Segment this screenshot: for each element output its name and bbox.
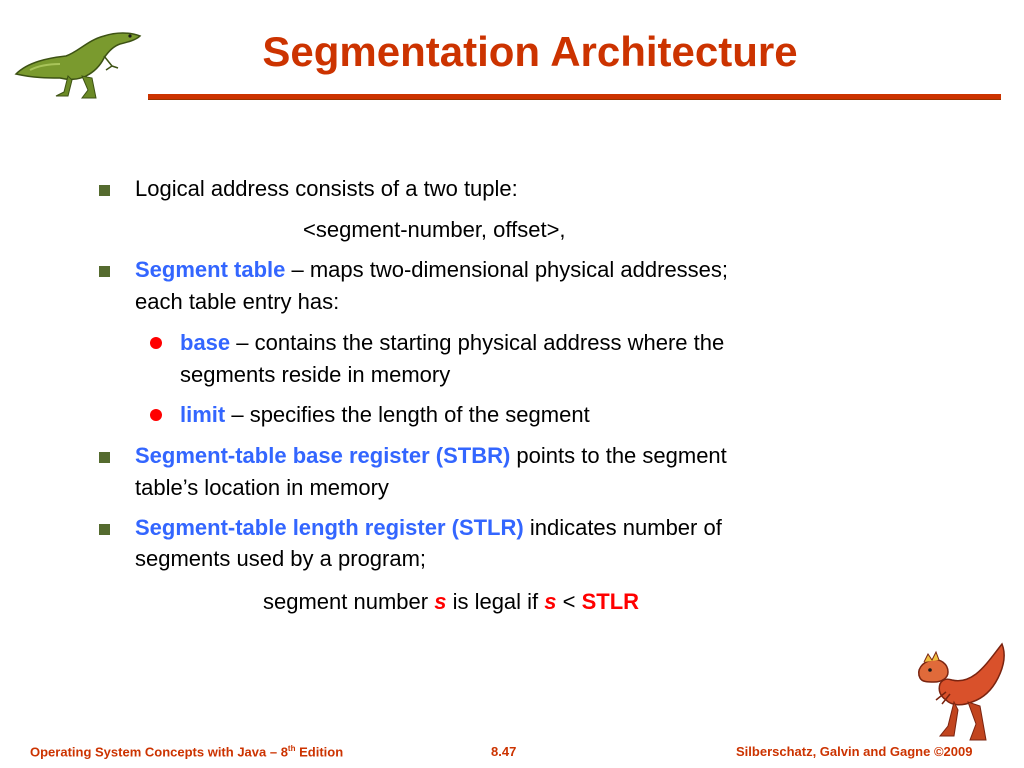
sub-bullet-base-line-1 — [180, 330, 724, 356]
term-base: base — [180, 330, 231, 355]
bullet-4-line-2: segments used by a program; — [135, 546, 427, 571]
sub-bullet-limit — [180, 402, 590, 428]
stlr-desc: indicates number of — [523, 515, 722, 540]
bullet-4-line-1 — [135, 515, 722, 541]
rule-var-s: s — [434, 589, 447, 614]
term-stbr: Segment-table base register (STBR) — [135, 443, 511, 468]
rule-middle: is legal if — [446, 589, 545, 614]
base-desc: – contains the starting physical address where the — [230, 330, 725, 355]
rule-var-s: s — [544, 589, 557, 614]
bullet-2-line-2: each table entry has: — [135, 289, 340, 314]
footer-authors: Silberschatz, Galvin and Gagne ©2009 — [736, 744, 973, 759]
red-dinosaur-icon — [906, 640, 1010, 745]
rule-operator: < — [556, 589, 582, 614]
footer-page-number: 8.47 — [491, 744, 517, 759]
bullet-1-tuple: <segment-number, offset>, — [303, 217, 566, 242]
title-underline — [148, 94, 1001, 100]
slide-title: Segmentation Architecture — [262, 28, 798, 75]
legality-rule — [263, 589, 639, 615]
bullet-square-icon — [99, 185, 110, 196]
bullet-3-line-2: table’s location in memory — [135, 475, 389, 500]
stbr-desc: points to the segment — [510, 443, 727, 468]
limit-desc: – specifies the length of the segment — [225, 402, 590, 427]
footer-title-sup: th — [287, 744, 296, 753]
bullet-3-line-1 — [135, 443, 727, 469]
bullet-square-icon — [99, 452, 110, 463]
sub-bullet-base-line-2: segments reside in memory — [180, 362, 451, 387]
bullet-dot-icon — [150, 337, 162, 349]
term-stlr: Segment-table length register (STLR) — [135, 515, 524, 540]
footer-title-edition: Edition — [295, 744, 344, 760]
bullet-2-desc: – maps two-dimensional physical addresses; — [285, 257, 729, 282]
bullet-2-line-1 — [135, 257, 728, 283]
footer-title-text: Operating System Concepts with Java – 8 — [30, 744, 288, 760]
term-limit: limit — [180, 402, 226, 427]
term-segment-table: Segment table — [135, 257, 286, 282]
rule-stlr: STLR — [581, 589, 640, 614]
bullet-square-icon — [99, 266, 110, 277]
green-dinosaur-icon — [8, 22, 142, 100]
bullet-square-icon — [99, 524, 110, 535]
bullet-dot-icon — [150, 409, 162, 421]
bullet-1-text: Logical address consists of a two tuple: — [135, 176, 518, 201]
rule-prefix: segment number — [263, 589, 435, 614]
footer-book-title — [30, 744, 343, 759]
